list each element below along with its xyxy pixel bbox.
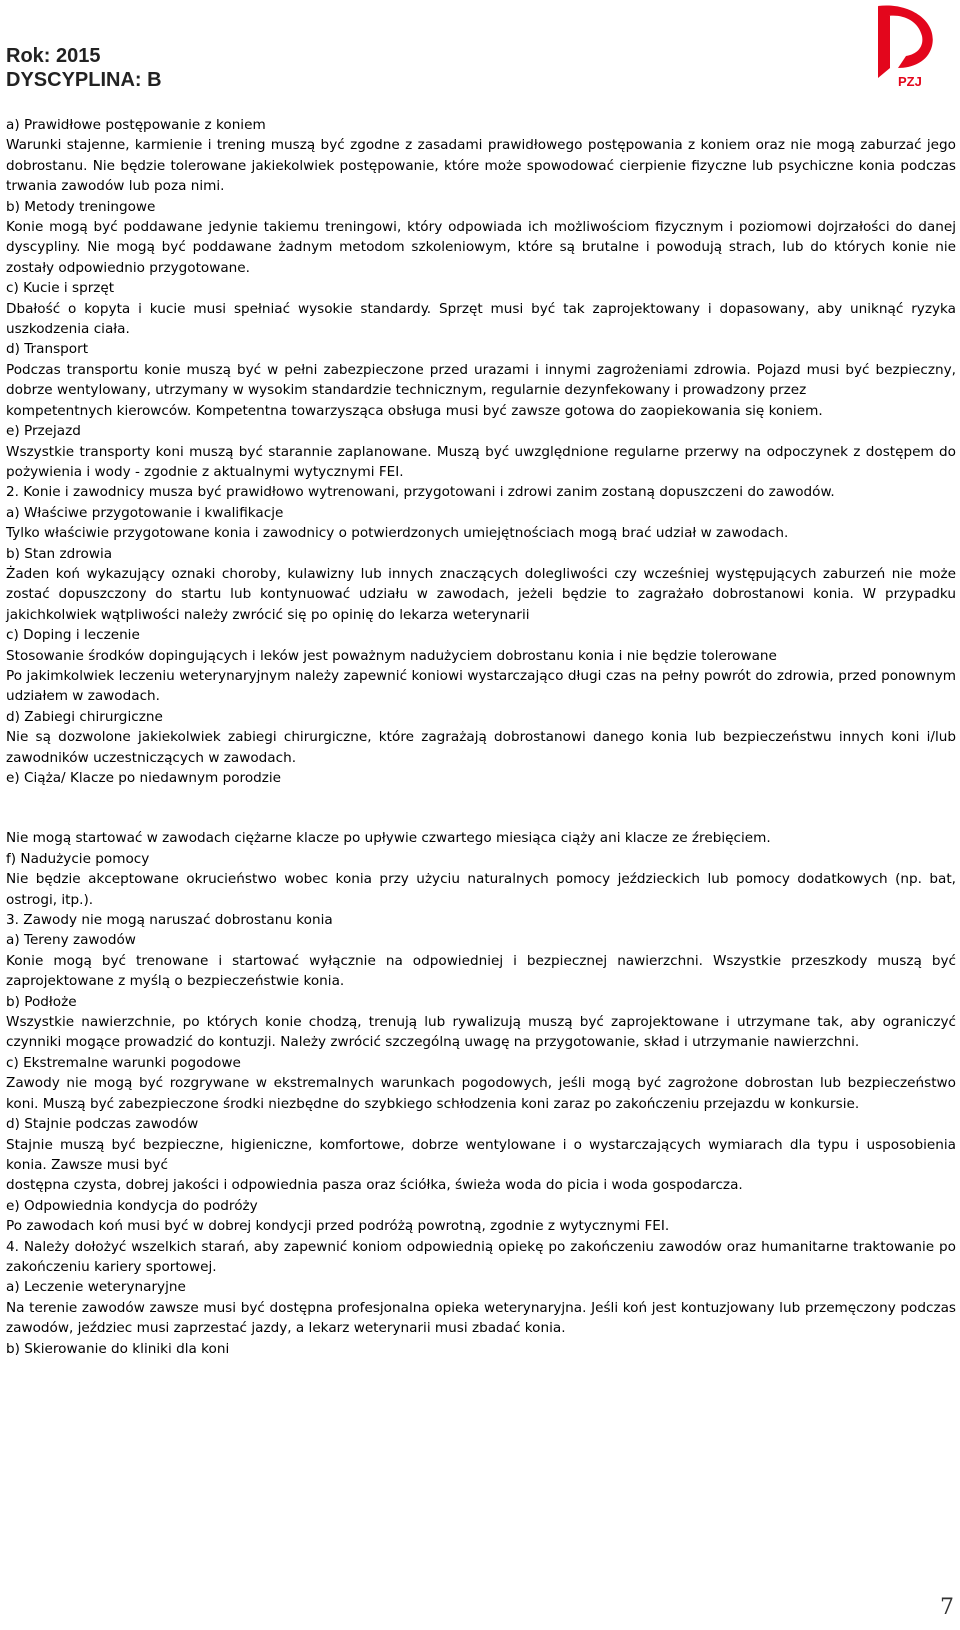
paragraph: b) Stan zdrowia <box>6 545 113 562</box>
paragraph: Zawody nie mogą być rozgrywane w ekstremalnych warunkach pogodowych, jeśli mogą być zagrożone dobrostan lub bezpieczeństwo koni. Muszą być zabezpieczone środki niezbędne do szybkiego schłodzenia koni zaraz po zakończeniu przejazdu w konkursie. <box>6 1075 956 1112</box>
discipline-heading: DYSCYPLINA: B <box>6 69 162 91</box>
paragraph: d) Stajnie podczas zawodów <box>6 1116 199 1133</box>
paragraph: f) Nadużycie pomocy <box>6 850 150 867</box>
year-heading: Rok: 2015 <box>6 45 101 67</box>
paragraph: Dbałość o kopyta i kucie musi spełniać wysokie standardy. Sprzęt musi być tak zaprojektowany i dopasowany, aby uniknąć ryzyka uszkodzenia ciała. <box>6 300 956 338</box>
paragraph: Stosowanie środków dopingujących i leków jest poważnym nadużyciem dobrostanu konia i nie będzie tolerowane <box>6 647 777 664</box>
paragraph: b) Podłoże <box>6 993 77 1010</box>
paragraph: 4. Należy dołożyć wszelkich starań, aby zapewnić koniom odpowiednią opiekę po zakończeniu zawodów oraz humanitarne traktowanie po zakończeniu kariery sportowej. <box>6 1238 956 1275</box>
paragraph: Tylko właściwie przygotowane konia i zawodnicy o potwierdzonych umiejętnościach mogą brać udział w zawodach. <box>6 525 789 542</box>
paragraph: c) Ekstremalne warunki pogodowe <box>6 1054 241 1071</box>
section-a <box>6 115 956 788</box>
paragraph: dostępna czysta, dobrej jakości i odpowiednia pasza oraz ściółka, świeża woda do picia i woda gospodarcza. <box>6 1177 743 1194</box>
paragraph: kompetentnych kierowców. Kompetentna towarzysząca obsługa musi być zawsze gotowa do zaopiekowania się koniem. <box>6 402 823 419</box>
paragraph: Po zawodach koń musi być w dobrej kondycji przed podróżą powrotną, zgodnie z wytycznymi FEI. <box>6 1218 670 1235</box>
paragraph: Konie mogą być trenowane i startować wyłącznie na odpowiedniej i bezpiecznej nawierzchni. Wszystkie przeszkody muszą być zaprojektowane z myślą o bezpieczeństwie konia. <box>6 952 956 990</box>
page-number: 7 <box>940 1595 954 1620</box>
paragraph: c) Kucie i sprzęt <box>6 280 115 297</box>
document-header <box>6 44 162 92</box>
spacer <box>6 788 956 828</box>
paragraph: Żaden koń wykazujący oznaki choroby, kulawizny lub innych znaczących dolegliwości czy wcześniej występujących zaburzeń nie może zostać dopuszczony do startu lub kontynuować udziału w zawodach, jeżeli będzie to zagrażało dobrostanowi konia. W przypadku jakichkolwiek wątpliwości należy zwrócić się po opinię do lekarza weterynarii <box>6 565 956 623</box>
paragraph: e) Odpowiednia kondycja do podróży <box>6 1197 258 1214</box>
paragraph: a) Tereny zawodów <box>6 932 136 949</box>
paragraph: e) Ciąża/ Klacze po niedawnym porodzie <box>6 770 282 786</box>
paragraph: Warunki stajenne, karmienie i trening muszą być zgodne z zasadami prawidłowego postępowania z koniem oraz nie mogą zaburzać jego dobrostanu. Nie będzie tolerowane jakiekolwiek postępowanie, które może spowodować cierpienie fizyczne lub psychiczne konia podczas trwania zawodów lub poza nimi. <box>6 137 956 195</box>
paragraph: 3. Zawody nie mogą naruszać dobrostanu konia <box>6 912 333 929</box>
paragraph: Po jakimkolwiek leczeniu weterynaryjnym należy zapewnić koniowi wystarczająco długi czas na pełny powrót do zdrowia, przed ponownym udziałem w zawodach. <box>6 667 956 705</box>
pzj-logo <box>868 2 948 92</box>
paragraph: Konie mogą być poddawane jedynie takiemu treningowi, który odpowiada ich możliwościom fizycznym i poziomowi dojrzałości do danej dyscypliny. Nie mogą być poddawane żadnym metodom szkoleniowym, które są brutalne i powodują strach, lub do których konie nie zostały odpowiednio przygotowane. <box>6 219 956 276</box>
paragraph: e) Przejazd <box>6 423 81 440</box>
paragraph: Stajnie muszą być bezpieczne, higieniczne, komfortowe, dobrze wentylowane i o wystarczających wymiarach dla typu i usposobienia konia. Zawsze musi być <box>6 1136 956 1173</box>
paragraph: Wszystkie nawierzchnie, po których konie chodzą, trenują lub rywalizują muszą być zaprojektowane i utrzymane tak, aby ograniczyć czynniki mogące prowadzić do kontuzji. Należy zwrócić szczególną uwagę na przygotowanie, skład i utrzymanie nawierzchni. <box>6 1014 956 1051</box>
paragraph: a) Leczenie weterynaryjne <box>6 1279 186 1296</box>
paragraph: d) Transport <box>6 341 89 358</box>
document-body <box>6 115 956 1359</box>
paragraph: Nie są dozwolone jakiekolwiek zabiegi chirurgiczne, które zagrażają dobrostanowi danego konia lub bezpieczeństwu innych koni i/lub zawodników uczestniczących w zawodach. <box>6 729 956 766</box>
paragraph: Na terenie zawodów zawsze musi być dostępna profesjonalna opieka weterynaryjna. Jeśli koń jest kontuzjowany lub przemęczony podczas zawodów, jeździec musi zaprzestać jazdy, a lekarz weterynarii musi zbadać konia. <box>6 1299 956 1337</box>
paragraph: b) Skierowanie do kliniki dla koni <box>6 1340 230 1357</box>
paragraph: 2. Konie i zawodnicy musza być prawidłowo wytrenowani, przygotowani i zdrowi zanim zostaną dopuszczeni do zawodów. <box>6 484 835 501</box>
section-b <box>6 828 956 1359</box>
paragraph: c) Doping i leczenie <box>6 627 140 644</box>
pzj-logo-text: PZJ <box>898 74 922 89</box>
paragraph: d) Zabiegi chirurgiczne <box>6 708 163 725</box>
paragraph: a) Właściwe przygotowanie i kwalifikacje <box>6 504 284 521</box>
paragraph: Nie będzie akceptowane okrucieństwo wobec konia przy użyciu naturalnych pomocy jeździeckich lub pomocy dodatkowych (np. bat, ostrogi, itp.). <box>6 871 956 908</box>
paragraph: a) Prawidłowe postępowanie z koniem <box>6 117 266 133</box>
paragraph: b) Metody treningowe <box>6 198 156 215</box>
paragraph: Wszystkie transporty koni muszą być starannie zaplanowane. Muszą być uwzględnione regularne przerwy na odpoczynek z dostępem do pożywienia i wody - zgodnie z aktualnymi wytycznymi FEI. <box>6 443 956 480</box>
paragraph: Podczas transportu konie muszą być w pełni zabezpieczone przed urazami i innymi zagrożeniami zdrowia. Pojazd musi być bezpieczny, dobrze wentylowany, utrzymany w wysokim standardzie technicznym, regularnie dezynfekowany i prowadzony przez <box>6 361 956 399</box>
paragraph: Nie mogą startować w zawodach ciężarne klacze po upływie czwartego miesiąca ciąży ani klacze ze źrebięciem. <box>6 830 771 847</box>
